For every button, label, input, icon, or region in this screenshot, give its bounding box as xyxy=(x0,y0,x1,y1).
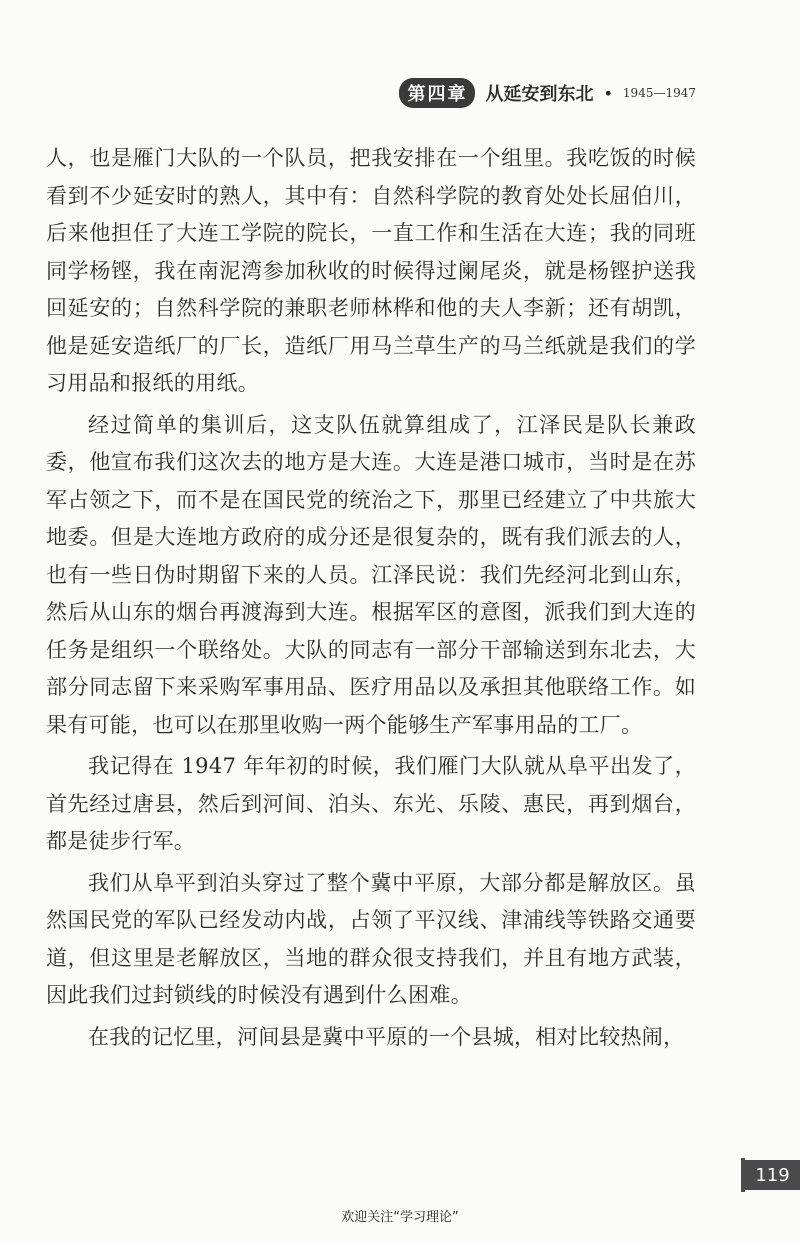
page-number: 119 xyxy=(745,1160,800,1190)
chapter-title: 从延安到东北 xyxy=(485,84,594,105)
footer-note: 欢迎关注“学习理论” xyxy=(341,1210,459,1225)
paragraph-2: 经过简单的集训后，这支队伍就算组成了，江泽民是队长兼政委，他宣布我们这次去的地方是大连。大连是港口城市，当时是在苏军占领之下，而不是在国民党的统治之下，那里已经建立了中共旅大地委。但是大连地方政府的成分还是很复杂的，既有我们派去的人，也有一些日伪时期留下来的人员。江泽民说：我们先经河北到山东，然后从山东的烟台再渡海到大连。根据军区的意图，派我们到大连的任务是组织一个联络处。大队的同志有一部分干部输送到东北去，大部分同志留下来采购军事用品、医疗用品以及承担其他联络工作。如果有可能，也可以在那里收购一两个能够生产军事用品的工厂。 xyxy=(46,412,696,737)
paragraph-5: 在我的记忆里，河间县是冀中平原的一个县城，相对比较热闹， xyxy=(88,1024,685,1049)
paragraph-3: 我记得在 1947 年年初的时候，我们雁门大队就从阜平出发了，首先经过唐县，然后到河间、泊头、东光、乐陵、惠民，再到烟台，都是徒步行军。 xyxy=(46,754,696,853)
body-text xyxy=(46,140,696,1060)
chapter-badge: 第四章 xyxy=(399,78,475,108)
paragraph-4: 我们从阜平到泊头穿过了整个冀中平原，大部分都是解放区。虽然国民党的军队已经发动内战，占领了平汉线、津浦线等铁路交通要道，但这里是老解放区，当地的群众很支持我们，并且有地方武装，因此我们过封锁线的时候没有遇到什么困难。 xyxy=(46,870,696,1007)
header-separator: • xyxy=(603,83,613,103)
paragraph-1: 人，也是雁门大队的一个队员，把我安排在一个组里。我吃饭的时候看到不少延安时的熟人，其中有：自然科学院的教育处处长屈伯川，后来他担任了大连工学院的院长，一直工作和生活在大连；我的同班同学杨铿，我在南泥湾参加秋收的时候得过阑尾炎，就是杨铿护送我回延安的；自然科学院的兼职老师林桦和他的夫人李新；还有胡凯，他是延安造纸厂的厂长，造纸厂用马兰草生产的马兰纸就是我们的学习用品和报纸的用纸。 xyxy=(46,146,696,395)
running-header xyxy=(399,78,696,108)
chapter-years: 1945—1947 xyxy=(622,86,696,100)
